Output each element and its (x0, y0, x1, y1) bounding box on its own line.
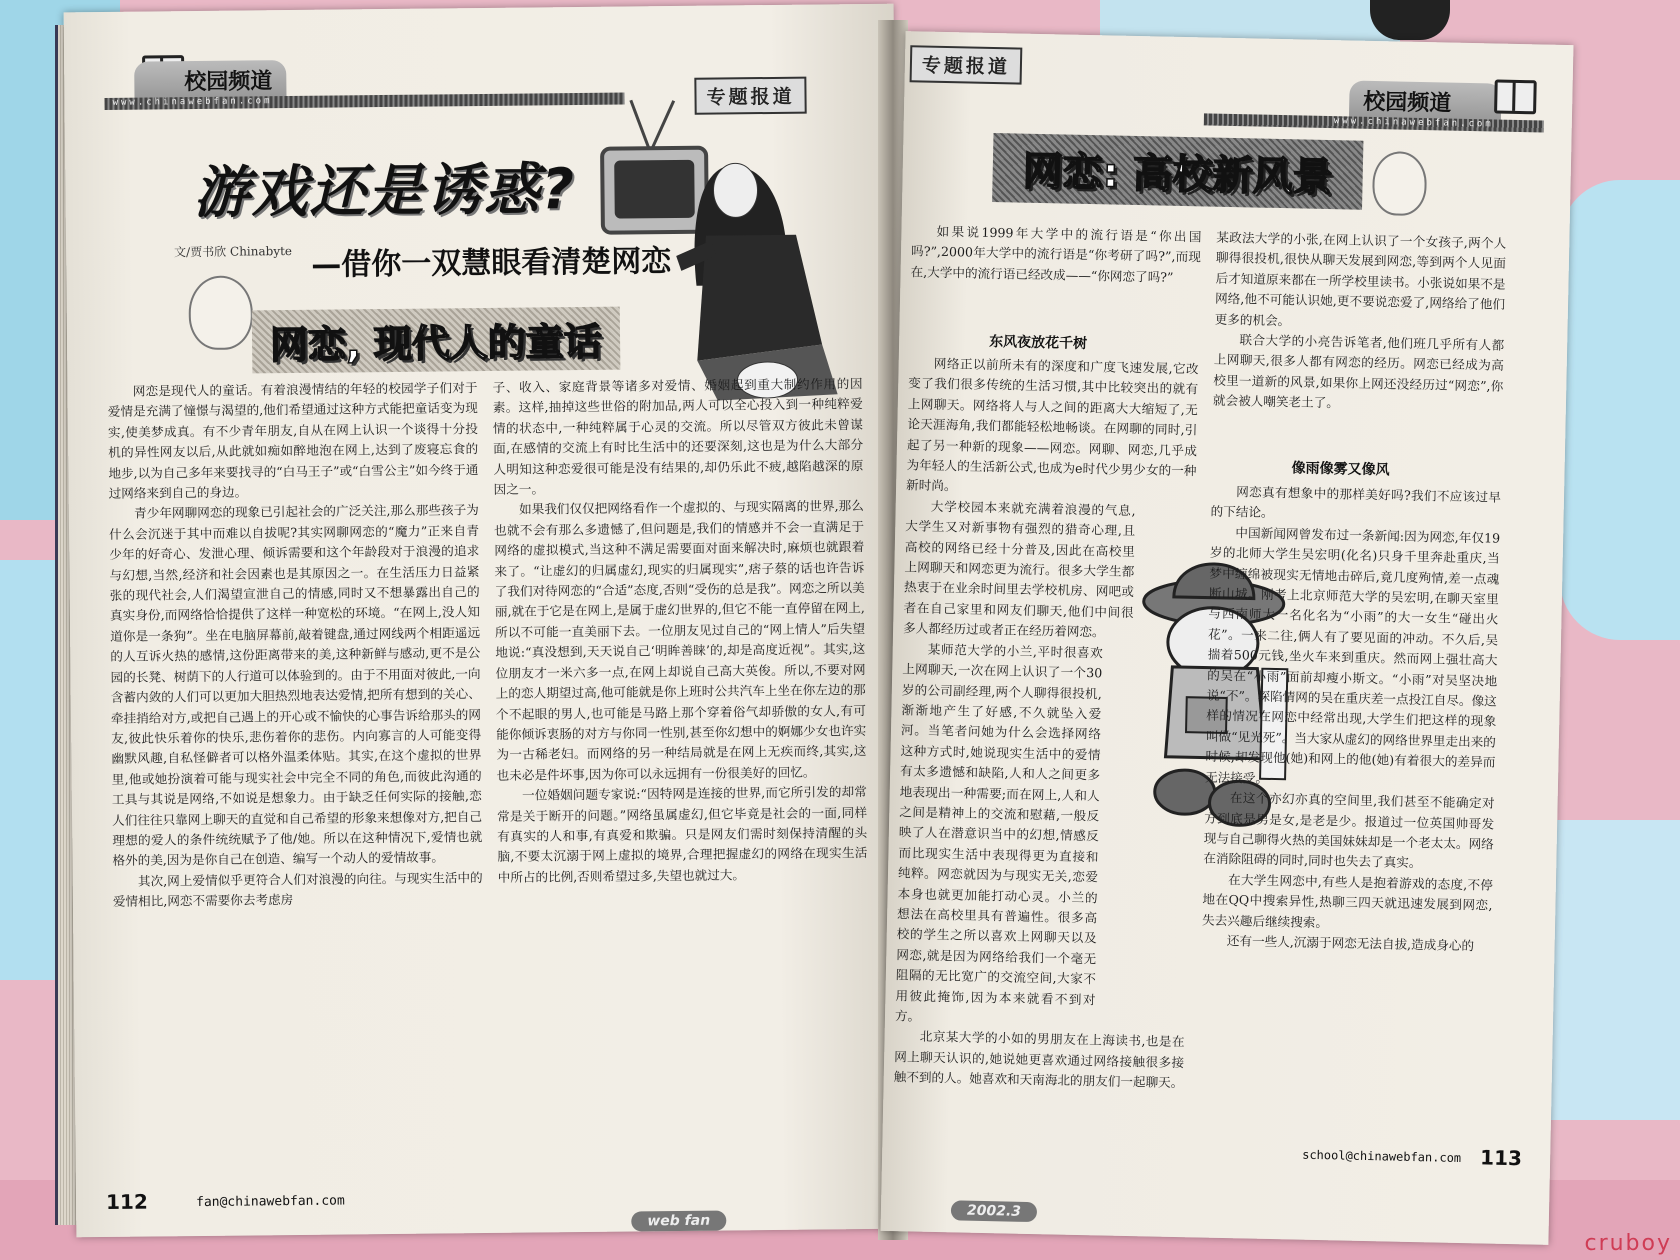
paragraph: 某政法大学的小张,在网上认识了一个女孩子,两个人聊得很投机,很快从聊天发展到网恋,等到两个人见面后才知道原来都在一所学校里读书。小张说如果不是网络,他不可能认识她,更不要说恋爱了,网络给了他们更多的机会。 (1214, 229, 1507, 328)
footer-pill: web fan (631, 1211, 726, 1232)
topic-label: 专题报道 (694, 77, 806, 115)
paragraph: 还有一些人,沉溺于网恋无法自拔,造成身心的 (1226, 933, 1475, 954)
topic-label: 专题报道 (910, 45, 1023, 84)
book-icon (1494, 79, 1537, 114)
section-banner: 网恋, 现代人的童话 (252, 307, 620, 374)
channel-logo: 校园频道 (1349, 80, 1502, 120)
footer-pill: 2002.3 (951, 1200, 1037, 1222)
quilt-patch (1370, 0, 1450, 40)
paragraph: 其次,网上爱情似乎更符合人们对浪漫的向往。与现实生活中的爱情相比,网恋不需要你去考虑房 (112, 869, 483, 910)
page-number: 113 (1479, 1145, 1523, 1171)
paragraph: 在大学生网恋中,有些人是抱着游戏的态度,不停地在QQ中搜索异性,热聊三四天就迅速发展到网恋,失去兴趣后继续搜索。 (1201, 871, 1494, 930)
channel-logo: 校园频道 (134, 60, 286, 99)
paragraph: 中国新闻网曾发布过一条新闻:因为网恋,年仅19岁的北师大学生吴宏明(化名)只身千里奔赴重庆,当梦中缠绵被现实无情地击碎后,竟几度殉情,差一点魂断山城。刚考上北京师范大学的吴宏明,在聊天室里与西南师大一名化名为“小雨”的大一女生“碰出火花”。一来二往,俩人有了要见面的冲动。不久后,吴揣着500元钱,坐火车来到重庆。然而网上强壮高大的吴在“小雨”面前却瘦小斯文。“小雨”对吴坚决地说“不”。深陷情网的吴在重庆差一点投江自尽。像这样的情况在网恋中经常出现,大学生们把这样的现象叫做“见光死”。当大家从虚幻的网络世界里走出来的时候,却发现他(她)和网上的他(她)有着很大的差异而无法接受。 (1204, 524, 1501, 786)
footer-email: fan@chinawebfan.com (196, 1193, 345, 1211)
paragraph: 联合大学的小亮告诉笔者,他们班几乎所有人都上网聊天,很多人都有网恋的经历。网恋已经成为高校里一道新的风景,如果你上网还没经历过“网恋”,你就会被人嘲笑老土了。 (1212, 332, 1505, 411)
article-column-2b (1197, 482, 1501, 1178)
girl-illustration (635, 144, 868, 406)
paragraph: 青少年网聊网恋的现象已引起社会的广泛关注,那么那些孩子为什么会沉迷于其中而难以自拔呢?其实网聊网恋的“魔力”正来自青少年的好奇心、发泄心理、倾诉需要和这个年龄段对于浪漫的追求与幻想,当然,经济和社会因素也是其原因之一。在生活压力日益紧张的现代社会,人们渴望宣泄自己的情感,同时又不想暴露出自己的真实身份,而网络恰恰提供了这样一种宽松的环境。“在网上,没人知道你是一条狗”。坐在电脑屏幕前,敲着键盘,通过网线两个相距遥远的人互诉火热的感情,这份距离带来的美,这种新鲜与感动,更不是公园的长凳、树荫下的人行道可以体验到的。由于不用面对彼此,一向含蓄内敛的人们可以更加大胆热烈地表达爱情,把所有想到的关心、牵挂捎给对方,或把自己遇上的开心或不愉快的心事告诉给那头的网友,彼此快乐着你的快乐,悲伤着你的悲伤。内向寡言的人可能变得幽默风趣,自私怪僻者可以格外温柔体贴。其实,在这个虚拟的世界里,他或她扮演着可能与现实社会中完全不同的角色,而彼此沟通的工具与其说是网络,不如说是想象力。由于缺乏任何实际的接触,恋人们往往只靠网上聊天的直觉和自己希望的形象来想像对方,把自己理想的爱人的条件统统赋予了他/她。所以在这种情况下,爱情也就格外的美,因为是你自己在创造、编写一个动人的爱情故事。 (108, 502, 483, 869)
right-page (881, 31, 1574, 1245)
quilt-patch (1560, 180, 1680, 640)
intro-paragraph (910, 221, 1202, 327)
paragraph: 如果我们仅仅把网络看作一个虚拟的、与现实隔离的世界,那么也就不会有那么多遗憾了,但问题是,我们的情感并不会一直满足于网络的虚拟模式,当这种不满足需要面对面来解决时,麻烦也就跟着来了。“让虚幻的归属虚幻,现实的归属现实”,痞子蔡的话也许告诉了我们对待网恋的“合适”态度,否则“受伤的总是我”。网恋之所以美丽,就在于它是在网上,是属于虚幻世界的,但它不能一直停留在网上,所以不可能一直美丽下去。一位朋友见过自己的“网上情人”后失望地说:“真没想到,天天说自己‘明眸善睐’的,却是高度近视”。其实,这位朋友才一米六多一点,在网上却说自己高大英俊。所以,不要对网上的恋人期望过高,他可能就是你上班时公共汽车上坐在你左边的那个不起眼的男人,也可能是马路上那个穿着俗气却骄傲的女人,有可能你倾诉衷肠的对方与你同一性别,甚至你幻想中的婀娜少女也许实为一古稀老妇。而网络的另一种结局就是在网上无疾而终,其实,这也未必是件坏事,因为你可以永远拥有一份很美好的回忆。 (493, 498, 867, 783)
paragraph: 在这个亦幻亦真的空间里,我们甚至不能确定对方到底是男是女,是老是少。报道过一位英国帅哥发现与自己聊得火热的美国妹妹却是一个老太太。网络在消除阻碍的同时,同时也失去了真实。 (1203, 790, 1495, 871)
page-number: 112 (105, 1189, 148, 1214)
footer-email: school@chinawebfan.com (1302, 1147, 1462, 1166)
cupid-icon (188, 275, 253, 350)
watermark: cruboy (1584, 1231, 1672, 1256)
paragraph: 一位婚姻问题专家说:“因特网是连接的世界,而它所引发的却常常是关于断开的问题。”网络虽属虚幻,但它毕竟是社会的一面,同样有真实的人和事,有真爱和欺骗。只是网友们需时刻保持清醒的头脑,不要太沉溺于网上虚拟的境界,合理把握虚幻的网络在现实生活中所占的比例,否则希望过多,失望也就过大。 (496, 784, 868, 885)
paragraph: 网恋真有想象中的那样美好吗?我们不应该过早的下结论。 (1210, 484, 1502, 521)
section-heading: 像雨像雾又像风 (1291, 460, 1390, 479)
paragraph: 子、收入、家庭背景等诸多对爱情、婚姻起到重大制约作用的因素。这样,抽掉这些世俗的附加品,两人可以全心投入到一种纯粹爱情的状态中,一种纯粹属于心灵的交流。所以尽管双方彼此未曾谋面,在感情的交流上有时比生活中的还要深刻,这也是为什么大部分人明知这种恋爱很可能是没有结果的,却仍乐此不疲,越陷越深的原因之一。 (492, 376, 864, 497)
byline: 文/贾书欣 Chinabyte (174, 244, 293, 260)
paragraph: 北京某大学的小如的男朋友在上海读书,也是在网上聊天认识的,她说她更喜欢通过网络接触很多接触不到的人。她喜欢和天南海北的朋友们一起聊天。 (893, 1029, 1185, 1091)
header-url: www.chinawebfan.com (112, 96, 273, 108)
paragraph: 如果说1999年大学中的流行语是“你出国吗?”,2000年大学中的流行语是“你考研了吗?”,而现在,大学中的流行语已经改成——“你网恋了吗?” (910, 223, 1202, 285)
page-title: 游戏还是诱惑? (193, 157, 577, 227)
paragraph: 网恋是现代人的童话。有着浪漫情结的年轻的校园学子们对于爱情是充满了憧憬与渴望的,他们希望通过这种方式能把童话变为现实,使美梦成真。有不少青年朋友,自从在网上认识一个谈得十分投机的异性网友以后,从此就如痴如醉地泡在网上,达到了废寝忘食的地步,以为自己多年来要找寻的“白马王子”或“白雪公主”如今终于通过网络来到自己的身边。 (107, 380, 479, 501)
article-column-2 (492, 374, 870, 1148)
paragraph: 某师范大学的小兰,平时很喜欢上网聊天,一次在网上认识了一个30岁的公司副经理,两个人聊得很投机,渐渐地产生了好感,不久就坠入爱河。当笔者问她为什么会选择网络这种方式时,她说现实生活中的爱情有太多遗憾和缺陷,人和人之间更多地表现出一种需要;而在网上,人和人之间是精神上的交流和慰藉,一般反映了人在潜意识当中的幻想,情感反而比现实生活中表现得更为直接和纯粹。网恋就因为与现实无关,恋爱本身也就更加能打动心灵。小兰的想法在高校里具有普遍性。很多高校的学生之所以喜欢上网聊天以及网恋,就是因为网络给我们一个毫无阻隔的无比宽广的交流空间,大家不用彼此掩饰,因为本来就看不到对方。 (894, 641, 1103, 1024)
section-heading: 东风夜放花千树 (988, 333, 1088, 353)
page-subtitle: —借你一双慧眼看清楚网恋 (311, 244, 672, 283)
header-url: www.chinawebfan.com (1333, 116, 1494, 130)
cupid-icon (1372, 151, 1427, 216)
article-column-1 (107, 378, 485, 1152)
section-banner: 网恋: 高校新风景 (992, 133, 1363, 210)
paragraph: 网络正以前所未有的深度和广度飞速发展,它改变了我们很多传统的生活习惯,其中比较突出的就有上网聊天。网络将人与人之间的距离大大缩短了,无论天涯海角,我们都能轻松地畅谈。在网聊的同时,引起了另一种新的现象——网恋。网聊、网恋,几乎成为年轻人的生活新公式,也成为e时代少男少女的一种新时尚。 (905, 355, 1199, 494)
paragraph: 大学校园本来就充满着浪漫的气息,大学生又对新事物有强烈的猎奇心理,且高校的网络已经十分普及,因此在高校里上网聊天和网恋更为流行。很多大学生都热衷于在业余时间里去学校机房、网吧或者在自己家里和网友们聊天,他们中间很多人都经历过或者正在经历着网恋。 (902, 498, 1136, 640)
quilt-patch (1540, 820, 1680, 1120)
left-page (64, 4, 907, 1238)
article-column-2 (1212, 228, 1507, 454)
